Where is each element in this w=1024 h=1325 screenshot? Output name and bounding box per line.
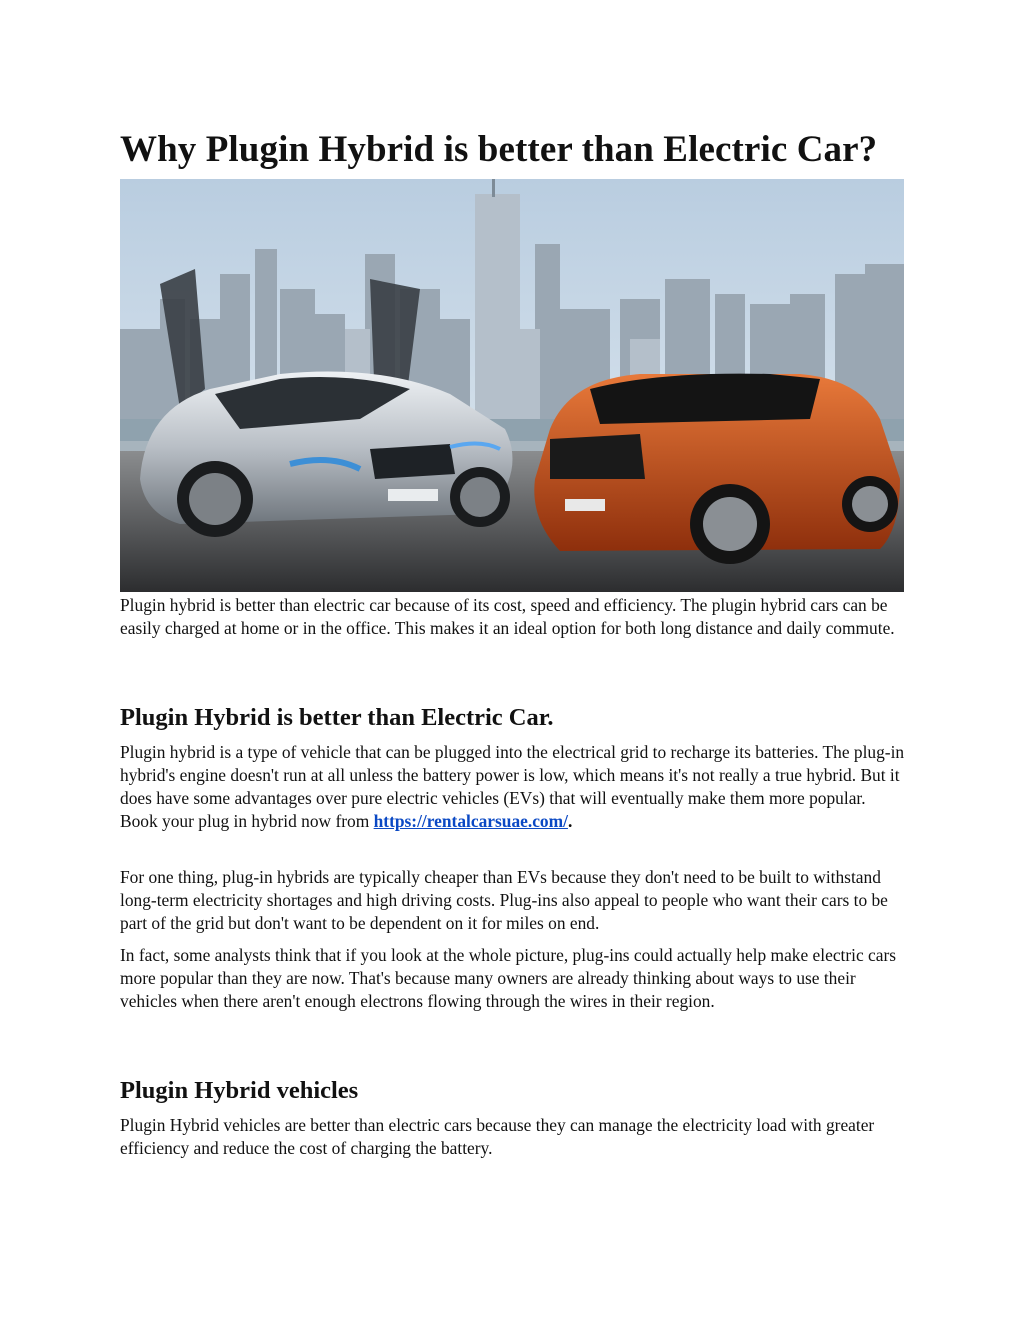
page-title: Why Plugin Hybrid is better than Electric Car?: [120, 129, 878, 170]
hero-image: [120, 179, 904, 592]
rentalcarsuae-link[interactable]: https://rentalcarsuae.com/: [373, 811, 568, 831]
section-heading-plugin-better: Plugin Hybrid is better than Electric Car.: [120, 704, 554, 731]
section2-paragraph-1: Plugin Hybrid vehicles are better than electric cars because they can manage the electricity load with greater efficiency and reduce the cost of charging the battery.: [120, 1115, 875, 1158]
orange-car: [534, 374, 900, 564]
section1-paragraph-1-tail: .: [567, 811, 573, 831]
intro-paragraph: Plugin hybrid is better than electric car because of its cost, speed and efficiency. The plugin hybrid cars can be easily charged at home or in the office. This makes it an ideal option for both long distance and daily commute.: [120, 595, 895, 638]
section1-paragraph-1: [120, 741, 906, 833]
section-heading-plugin-vehicles: Plugin Hybrid vehicles: [120, 1077, 359, 1104]
section1-paragraph-3: In fact, some analysts think that if you look at the whole picture, plug-ins could actually help make electric cars more popular than they are now. That's because many owners are already thinking about ways to use their vehicles when there aren't enough electrons flowing through the wires in their region.: [120, 945, 897, 1011]
section1-paragraph-2: For one thing, plug-in hybrids are typically cheaper than EVs because they don't need to be built to withstand long-term electricity shortages and high driving costs. Plug-ins also appeal to people who want their cars to be part of the grid but don't want to be dependent on it for miles on end.: [120, 867, 888, 933]
section1-paragraph-1-text: Plugin hybrid is a type of vehicle that can be plugged into the electrical grid to recharge its batteries. The plug-in hybrid's engine doesn't run at all unless the battery power is low, which means it's not really a true hybrid. But it does have some advantages over pure electric vehicles (EVs) that will eventually make them more popular. Book your plug in hybrid now from: [120, 742, 905, 831]
